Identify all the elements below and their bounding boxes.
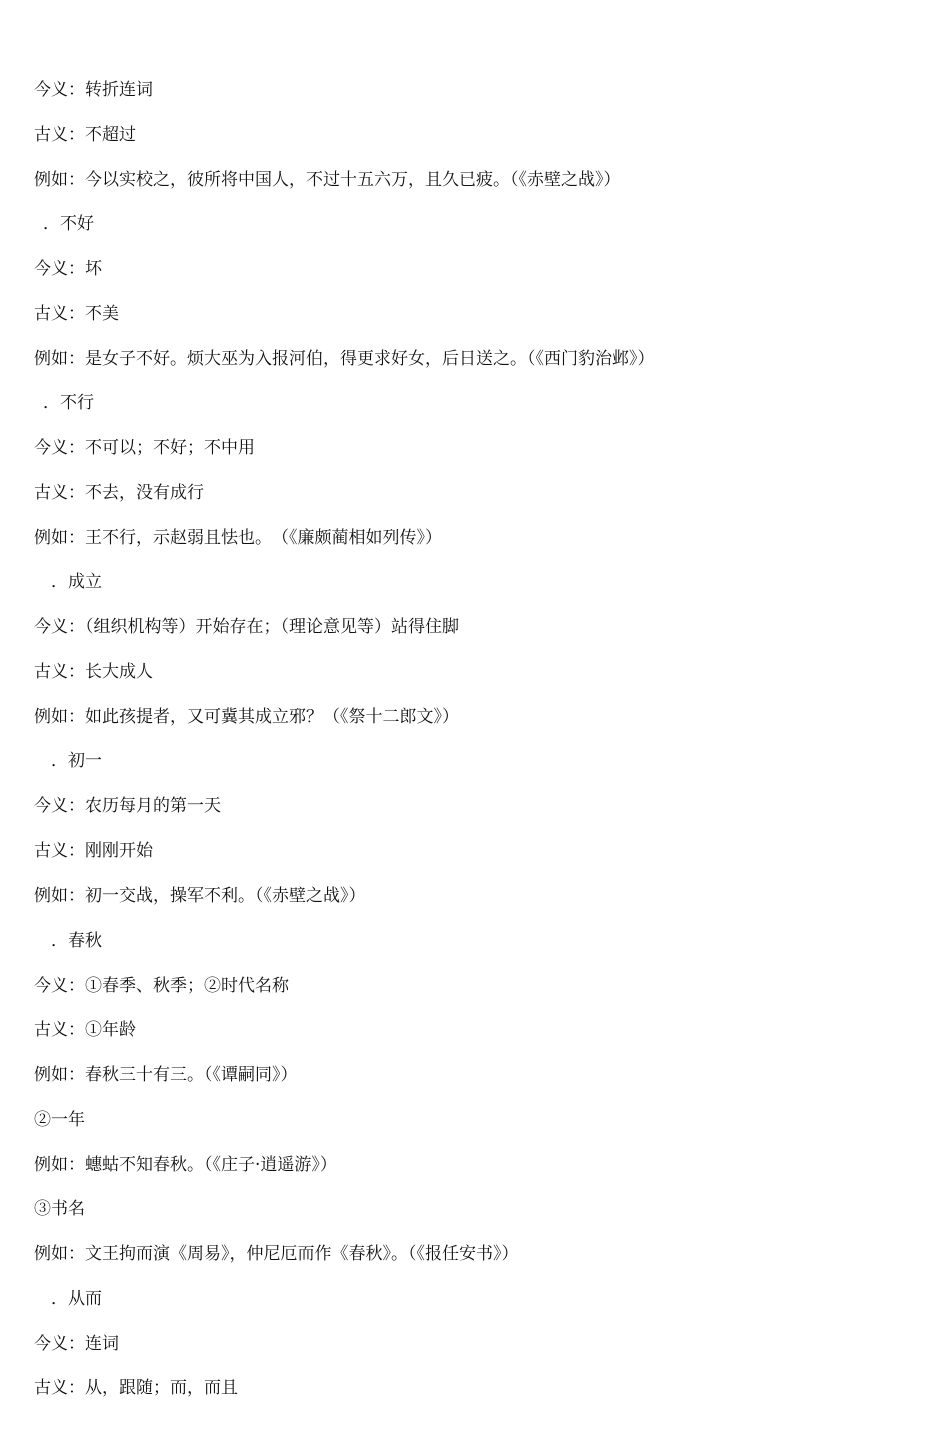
text-line: 例如：王不行，示赵弱且怯也。 （《廉颇蔺相如列传》）: [34, 528, 442, 548]
text-line: 例如：春秋三十有三。（《谭嗣同》）: [34, 1065, 298, 1085]
entry-heading: ．春秋: [51, 931, 102, 951]
text-line: 今义：农历每月的第一天: [34, 796, 221, 816]
text-line: 古义：不去，没有成行: [34, 483, 204, 503]
text-line: 古义：从，跟随；而，而且: [34, 1378, 238, 1398]
text-line: 古义：长大成人: [34, 662, 153, 682]
text-line: 古义：刚刚开始: [34, 841, 153, 861]
entry-heading: ．不好: [43, 214, 94, 234]
entry-heading: ．不行: [43, 393, 94, 413]
entry-heading: ．初一: [51, 751, 102, 771]
text-line: 今义：（组织机构等）开始存在；（理论意见等）站得住脚: [34, 617, 459, 637]
entry-heading: ．从而: [51, 1289, 102, 1309]
text-line: 今义：坏: [34, 259, 102, 279]
entry-heading: ．成立: [51, 572, 102, 592]
text-line: ③书名: [34, 1199, 85, 1219]
text-line: 今义：连词: [34, 1334, 119, 1354]
text-line: 古义：不超过: [34, 125, 136, 145]
text-line: 今义：①春季、秋季；②时代名称: [34, 976, 289, 996]
text-line: 例如：蟪蛄不知春秋。（《庄子·逍遥游》）: [34, 1155, 337, 1175]
text-line: 例如：文王拘而演《周易》，仲尼厄而作《春秋》。（《报任安书》）: [34, 1244, 519, 1264]
text-line: 今义：转折连词: [34, 80, 153, 100]
text-line: 例如：如此孩提者，又可冀其成立邪？（《祭十二郎文》）: [34, 707, 459, 727]
text-line: 古义：不美: [34, 304, 119, 324]
text-line: 例如：初一交战，操军不利。（《赤壁之战》）: [34, 886, 366, 906]
text-line: 今义：不可以；不好；不中用: [34, 438, 255, 458]
text-line: ②一年: [34, 1110, 85, 1130]
text-line: 例如：今以实校之，彼所将中国人，不过十五六万，且久已疲。（《赤壁之战》）: [34, 170, 621, 190]
text-line: 古义：①年龄: [34, 1020, 136, 1040]
text-line: 例如：是女子不好。烦大巫为入报河伯，得更求好女，后日送之。（《西门豹治邺》）: [34, 349, 655, 369]
